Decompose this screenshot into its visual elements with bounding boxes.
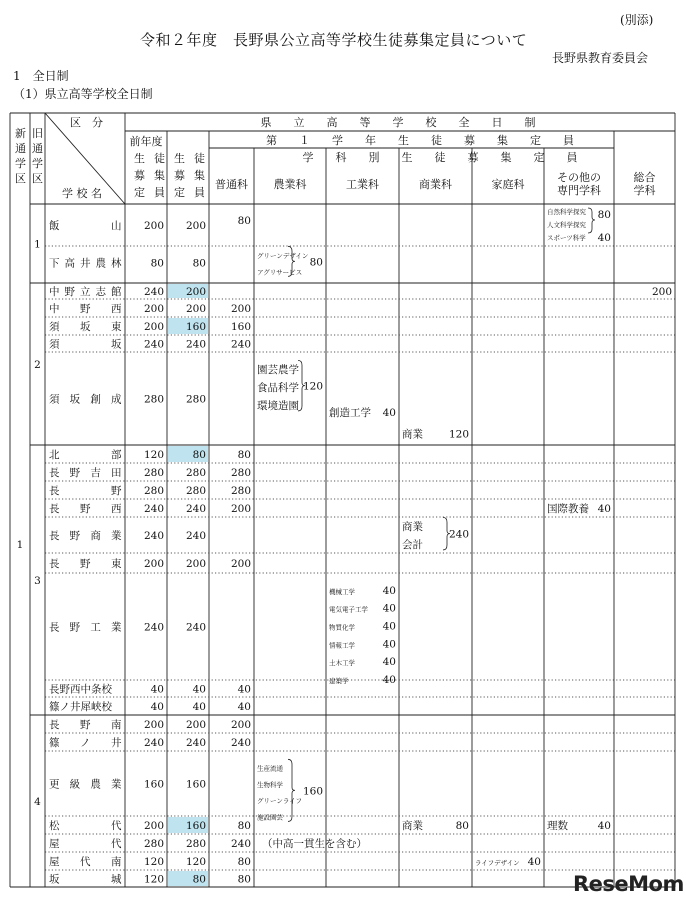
school-name: 野: [69, 530, 81, 542]
prev-quota: 120: [143, 856, 164, 868]
cur-quota: 160: [185, 778, 206, 791]
school-name: 松: [49, 820, 60, 832]
general-quota: 200: [230, 558, 251, 570]
dept-name: 商業: [402, 520, 423, 533]
school-name: 農: [90, 778, 101, 791]
dept-name: 情報工学: [329, 641, 355, 650]
prev-quota: 200: [143, 220, 164, 232]
dept-name: 食品科学: [257, 381, 299, 394]
school-name: 坂: [49, 873, 60, 886]
cur-quota: 240: [185, 503, 206, 515]
school-name: 長: [49, 719, 60, 731]
general-quota: 280: [230, 485, 251, 497]
header-dept: 家庭科: [491, 178, 525, 191]
school-name: 商: [90, 530, 101, 542]
dept-name: 商業: [402, 428, 423, 441]
dept-name: 生物科学: [257, 780, 283, 789]
school-name: 須: [49, 393, 60, 406]
school-name: 北: [49, 449, 60, 461]
header-by-dept: 学 科 別 生 徒 募 集 定 員: [302, 151, 578, 164]
school-name: 野: [111, 485, 122, 497]
cur-quota: 160: [185, 321, 206, 333]
dept-quota: 40: [382, 620, 396, 633]
general-quota: 200: [230, 719, 251, 731]
prev-quota: 280: [143, 838, 164, 850]
school-name: 長野西中条校: [49, 683, 112, 696]
dept-name: グリーンデザイン: [257, 251, 309, 260]
school-name: 篠: [49, 737, 60, 749]
general-quota: 240: [230, 737, 251, 749]
header-prev-cap: 徒: [154, 152, 165, 165]
header-dept: 普通科: [215, 178, 248, 191]
old-district-number: 4: [34, 796, 41, 808]
school-name: 中: [49, 303, 60, 315]
general-quota: 80: [237, 856, 251, 868]
dept-name: 園芸農学: [257, 363, 299, 376]
school-name: 業: [111, 530, 122, 542]
school-name: 飯: [49, 220, 60, 232]
dept-name: 機械工学: [329, 587, 355, 596]
header-new-district: 区: [15, 172, 26, 185]
school-name: 長: [49, 503, 60, 515]
school-name: 業: [111, 778, 122, 791]
cur-quota: 40: [192, 683, 206, 696]
dept-name: 建築学: [329, 677, 349, 686]
cur-quota: 80: [192, 873, 206, 886]
school-name: 城: [111, 873, 122, 886]
sogo-quota: 200: [651, 286, 672, 298]
school-name: 成: [111, 393, 122, 406]
prev-quota: 240: [143, 503, 164, 515]
header-kubun: 区 分: [70, 116, 103, 129]
dept-name: 施設園芸: [257, 813, 283, 822]
header-prev-cap: 募: [134, 169, 145, 182]
general-quota: 240: [230, 838, 251, 850]
header-dept: 商業科: [419, 178, 452, 191]
header-dept: その他の: [557, 171, 601, 184]
header-dept: 専門学科: [557, 184, 601, 197]
header-new-district: 通: [15, 142, 26, 155]
school-name: 東: [111, 558, 122, 570]
school-name: 中: [49, 286, 60, 298]
prev-quota: 160: [143, 778, 164, 791]
prev-quota: 80: [150, 257, 164, 270]
school-name: 立: [80, 286, 91, 298]
prev-quota: 120: [143, 873, 164, 886]
prev-quota: 40: [150, 701, 164, 713]
brace: [588, 208, 595, 233]
dept-name: 環境造園: [257, 399, 299, 412]
school-name: 館: [111, 286, 122, 298]
header-old-district: 区: [32, 172, 43, 185]
school-name: 野: [64, 286, 75, 298]
cur-quota: 40: [192, 701, 206, 713]
cur-quota: 240: [185, 530, 206, 542]
general-quota: 80: [237, 449, 251, 461]
dept-name: 電気電子工学: [329, 605, 368, 614]
header-dept: 学科: [633, 184, 656, 197]
dept-quota: 120: [448, 428, 469, 441]
general-quota: 160: [230, 321, 251, 333]
header-cur-cap: 募: [174, 169, 185, 182]
school-name: 野: [80, 558, 91, 570]
dept-quota: 40: [597, 819, 611, 832]
cur-quota: 120: [185, 856, 206, 868]
issuer: 長野県教育委員会: [552, 51, 649, 65]
header-school-name: 学 校 名: [62, 187, 102, 200]
school-name: 長: [49, 621, 60, 634]
school-name: 部: [111, 449, 122, 461]
school-name: 田: [111, 467, 122, 479]
dept-name: 物質化学: [329, 623, 355, 632]
school-name: 工: [90, 621, 101, 634]
header-dept: 農業科: [273, 178, 307, 191]
header-old-district: 通: [32, 142, 43, 155]
cur-quota: 200: [185, 719, 206, 731]
school-name: 南: [111, 856, 122, 868]
dept-quota: 80: [309, 256, 323, 269]
header-cur-cap: 生: [174, 152, 185, 165]
prev-quota: 280: [143, 467, 164, 479]
dept-name: 理数: [547, 819, 568, 832]
header-cur-cap: 徒: [194, 152, 205, 165]
dept-quota: 40: [382, 674, 396, 687]
header-prev-cap: 集: [154, 169, 165, 182]
old-district-number: 3: [34, 575, 41, 587]
prev-quota: 200: [143, 303, 164, 315]
prev-quota: 240: [143, 621, 164, 634]
school-name: 代: [111, 820, 122, 832]
school-name: 長: [49, 485, 60, 497]
old-district-number: 2: [34, 359, 41, 371]
brace: [288, 759, 295, 821]
header-cur-cap: 定: [174, 186, 185, 199]
dept-name: 人文科学探究: [547, 221, 586, 229]
header-first-year: 第 １ 学 年 生 徒 募 集 定 員: [266, 134, 574, 147]
dept-quota: 40: [382, 602, 396, 615]
prev-quota: 240: [143, 338, 164, 351]
school-name: 野: [69, 621, 81, 634]
dept-quota: 40: [382, 656, 396, 669]
school-name: 級: [69, 778, 81, 791]
dept-name: 自然科学探究: [547, 208, 586, 216]
cur-quota: 240: [185, 338, 206, 351]
school-name: 長: [49, 467, 60, 479]
dept-quota: 80: [597, 209, 611, 221]
school-name: 屋: [49, 856, 60, 868]
header-old-district: 学: [32, 157, 43, 170]
subsection-heading: （1）県立高等学校全日制: [13, 87, 153, 101]
school-name: 野: [80, 303, 91, 315]
school-name: 須: [49, 321, 60, 333]
school-name: 井: [111, 737, 122, 749]
dept-quota: 40: [382, 584, 396, 597]
cur-quota: 240: [185, 737, 206, 749]
school-name: 坂: [111, 338, 122, 351]
cur-quota: 200: [185, 558, 206, 570]
dept-name: グリーンライフ: [257, 797, 302, 806]
dept-name: スポーツ科学: [547, 234, 586, 242]
school-name: 野: [80, 503, 91, 515]
school-name: 代: [111, 838, 122, 850]
school-name: 志: [95, 286, 106, 298]
school-name: 山: [111, 220, 122, 232]
dept-name: 土木工学: [329, 659, 355, 668]
header-cur-cap: 集: [194, 169, 205, 182]
header-dept: 工業科: [346, 178, 379, 191]
general-quota: 240: [230, 338, 251, 351]
new-district-number: 1: [16, 539, 24, 551]
prev-quota: 240: [143, 530, 164, 542]
dept-name: アグリサービス: [257, 268, 303, 277]
header-prev-cap: 員: [154, 186, 165, 199]
header-top: 県 立 高 等 学 校 全 日 制: [260, 116, 536, 129]
general-quota: 200: [230, 303, 251, 315]
prev-quota: 200: [143, 820, 164, 832]
prev-quota: 200: [143, 719, 164, 731]
header-prev-cap: 定: [134, 186, 145, 199]
dept-name: ライフデザイン: [475, 858, 520, 867]
school-name: 坂: [80, 321, 91, 333]
school-name: 篠ノ井犀峡校: [49, 701, 112, 713]
dept-name: 商業: [402, 819, 423, 832]
dept-quota: 40: [382, 406, 396, 419]
dept-quota: 160: [302, 785, 323, 798]
dept-quota: 40: [597, 232, 611, 244]
school-name: 南: [111, 719, 122, 731]
school-name: 下: [49, 257, 60, 270]
cur-quota: 240: [185, 621, 206, 634]
prev-quota: 280: [143, 393, 164, 406]
section-heading: 1 全日制: [13, 69, 69, 83]
school-name: 業: [111, 621, 122, 634]
cur-quota: 200: [185, 286, 206, 298]
school-name: 長: [49, 530, 60, 542]
cur-quota: 80: [192, 257, 206, 270]
general-quota: 80: [237, 215, 251, 227]
general-quota: 200: [230, 503, 251, 515]
prev-quota: 200: [143, 558, 164, 570]
watermark-logo: ReseMom: [573, 872, 684, 896]
cur-quota: 280: [185, 393, 206, 406]
dept-name: 国際教養: [547, 502, 589, 515]
prev-quota: 280: [143, 485, 164, 497]
school-name: ノ: [80, 737, 91, 749]
dept-name: 会計: [402, 538, 423, 551]
header-dept: 総合: [633, 171, 656, 184]
school-name: 農: [95, 257, 106, 270]
cur-quota: 80: [192, 449, 206, 461]
prev-quota: 240: [143, 737, 164, 749]
dept-name: 創造工学: [329, 406, 371, 419]
school-name: 井: [80, 257, 91, 270]
general-quota: 80: [237, 820, 251, 832]
school-name: 長: [49, 558, 60, 570]
school-name: 坂: [69, 393, 81, 406]
cur-quota: 200: [185, 220, 206, 232]
header-prev-year: 前年度: [129, 135, 163, 148]
school-name: 西: [111, 303, 122, 315]
prev-quota: 40: [150, 683, 164, 696]
prev-quota: 120: [143, 449, 164, 461]
cur-quota: 280: [185, 467, 206, 479]
general-quota: 280: [230, 467, 251, 479]
general-quota: 80: [237, 873, 251, 886]
general-quota: 40: [237, 683, 251, 696]
school-name: 吉: [90, 467, 101, 479]
cur-quota: 160: [185, 820, 206, 832]
school-name: 須: [49, 338, 60, 351]
cur-quota: 280: [185, 838, 206, 850]
cur-quota: 200: [185, 303, 206, 315]
header-old-district: 旧: [32, 127, 43, 140]
school-name: 代: [80, 856, 91, 868]
dept-name: 生産流通: [257, 764, 283, 773]
dept-quota: 80: [455, 819, 469, 832]
cur-quota: 280: [185, 485, 206, 497]
dept-quota: 40: [382, 638, 396, 651]
prev-quota: 200: [143, 321, 164, 333]
prev-quota: 240: [143, 286, 164, 298]
school-name: 高: [64, 257, 75, 270]
school-name: 野: [69, 467, 81, 479]
header-new-district: 新: [15, 127, 26, 140]
annex-note: (別添): [620, 13, 654, 27]
school-name: 屋: [49, 838, 60, 850]
header-cur-cap: 員: [194, 186, 205, 199]
dept-quota: 40: [597, 502, 611, 515]
header-prev-cap: 生: [134, 152, 145, 165]
school-name: 西: [111, 503, 122, 515]
school-note: （中高一貫生を含む）: [262, 838, 367, 850]
general-quota: 40: [237, 701, 251, 713]
page-title: 令和２年度 長野県公立高等学校生徒募集定員について: [140, 31, 528, 49]
school-name: 林: [111, 257, 122, 270]
dept-quota: 40: [527, 855, 541, 868]
header-new-district: 学: [15, 157, 26, 170]
dept-quota: 120: [302, 380, 323, 393]
school-name: 更: [49, 778, 60, 791]
dept-quota: 240: [448, 528, 469, 541]
school-name: 創: [90, 393, 101, 406]
old-district-number: 1: [34, 238, 41, 251]
school-name: 野: [80, 719, 91, 731]
school-name: 東: [111, 321, 122, 333]
